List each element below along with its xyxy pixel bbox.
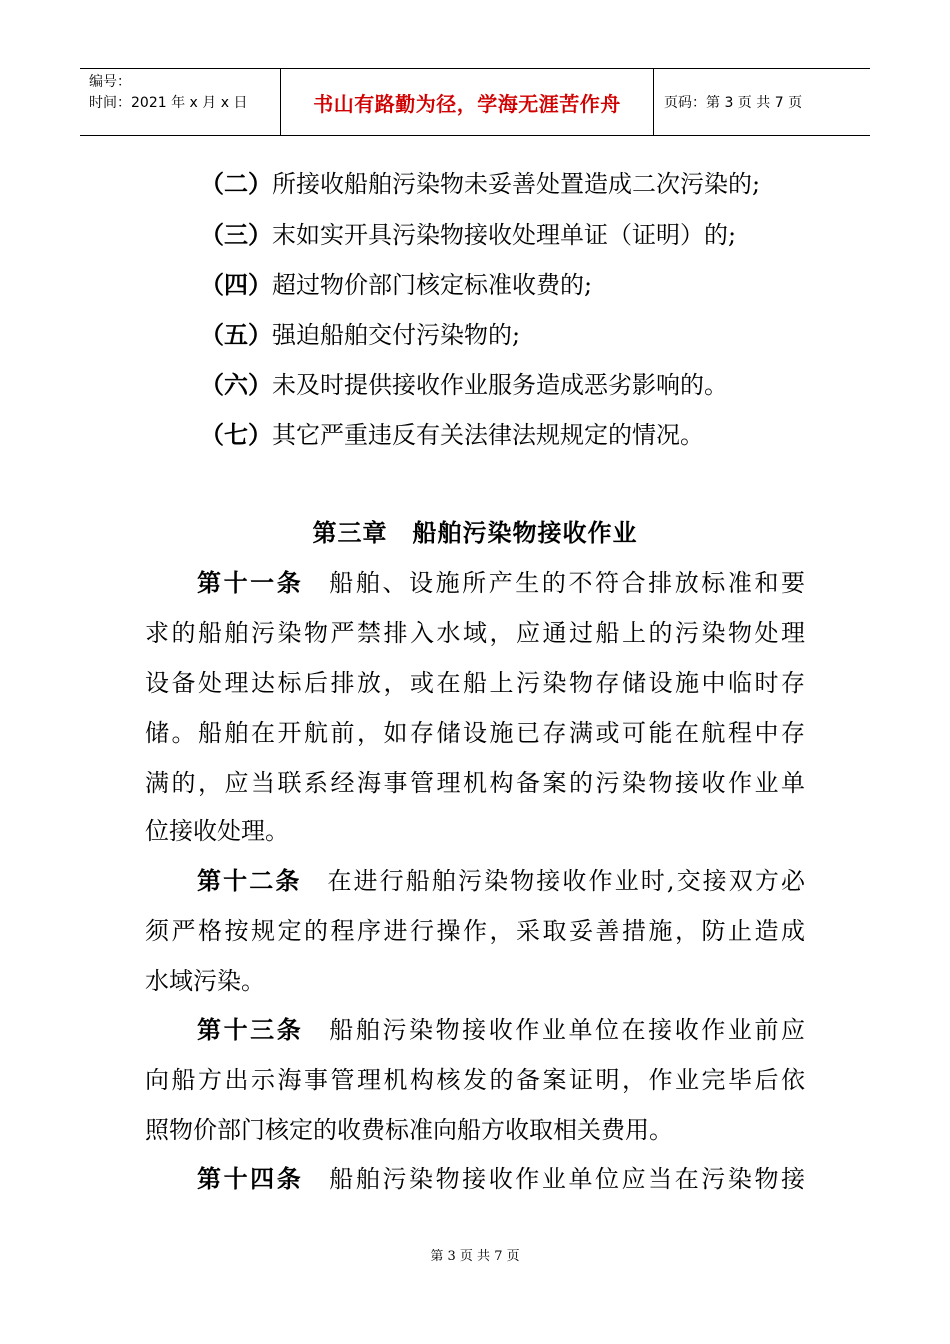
article-text: 在进行船舶污染物接收作业时,交接双方必: [327, 867, 805, 895]
article-line: 向船方出示海事管理机构核发的备案证明，作业完毕后依: [145, 1066, 805, 1094]
list-item-text: 所接收船舶污染物未妥善处置造成二次污染的;: [272, 170, 761, 198]
list-item: [200, 319, 520, 351]
header-number-label: 编号：: [89, 74, 131, 90]
article-line: 位接收处理。: [145, 817, 289, 845]
article-label: 第十二条: [197, 867, 302, 895]
list-item: [200, 269, 592, 301]
list-item-text: 强迫船舶交付污染物的;: [272, 321, 521, 349]
article-line: 须严格按规定的程序进行操作，采取妥善措施，防止造成: [145, 917, 805, 945]
header-page-label: 页码：第 3 页 共 7 页: [664, 95, 803, 111]
article-label: 第十一条: [197, 569, 304, 597]
list-item-text: 末如实开具污染物接收处理单证（证明）的;: [272, 221, 737, 249]
list-item: [200, 219, 736, 251]
page-footer: 第 3 页 共 7 页: [430, 1249, 520, 1264]
list-item-text: 超过物价部门核定标准收费的;: [272, 271, 593, 299]
list-item-number: （七）: [200, 421, 272, 449]
article-line: 求的船舶污染物严禁排入水域，应通过船上的污染物处理: [145, 619, 805, 647]
list-item-text: 其它严重违反有关法律法规规定的情况。: [272, 421, 704, 449]
header-meta: [80, 69, 281, 135]
list-item-number: （五）: [200, 321, 272, 349]
article-line: 设备处理达标后排放，或在船上污染物存储设施中临时存: [145, 669, 805, 697]
header-motto: 书山有路勤为径，学海无涯苦作舟: [281, 69, 654, 135]
document-header: [80, 68, 870, 136]
article-first-line: [197, 865, 805, 897]
list-item-number: （六）: [200, 371, 272, 399]
list-item-text: 未及时提供接收作业服务造成恶劣影响的。: [272, 371, 728, 399]
article-line: 水域污染。: [145, 967, 265, 995]
article-text: 船舶、设施所产生的不符合排放标准和要: [329, 569, 806, 597]
list-item-number: （三）: [200, 221, 272, 249]
article-text: 船舶污染物接收作业单位在接收作业前应: [329, 1016, 806, 1044]
article-label: 第十四条: [197, 1165, 304, 1193]
article-first-line: [197, 1163, 805, 1195]
list-item-number: （四）: [200, 271, 272, 299]
article-first-line: [197, 1014, 805, 1046]
article-line: 照物价部门核定的收费标准向船方收取相关费用。: [145, 1116, 673, 1144]
article-line: 储。船舶在开航前，如存储设施已存满或可能在航程中存: [145, 719, 805, 747]
chapter-title: 第三章 船舶污染物接收作业: [312, 519, 638, 547]
header-time-label: 时间：2021 年 x 月 x 日: [89, 95, 248, 111]
list-item: [200, 369, 728, 401]
list-item: [200, 419, 704, 451]
list-item-number: （二）: [200, 170, 272, 198]
article-line: 满的，应当联系经海事管理机构备案的污染物接收作业单: [145, 769, 805, 797]
article-label: 第十三条: [197, 1016, 304, 1044]
article-first-line: [197, 567, 805, 599]
article-text: 船舶污染物接收作业单位应当在污染物接: [329, 1165, 806, 1193]
list-item: [200, 168, 760, 200]
